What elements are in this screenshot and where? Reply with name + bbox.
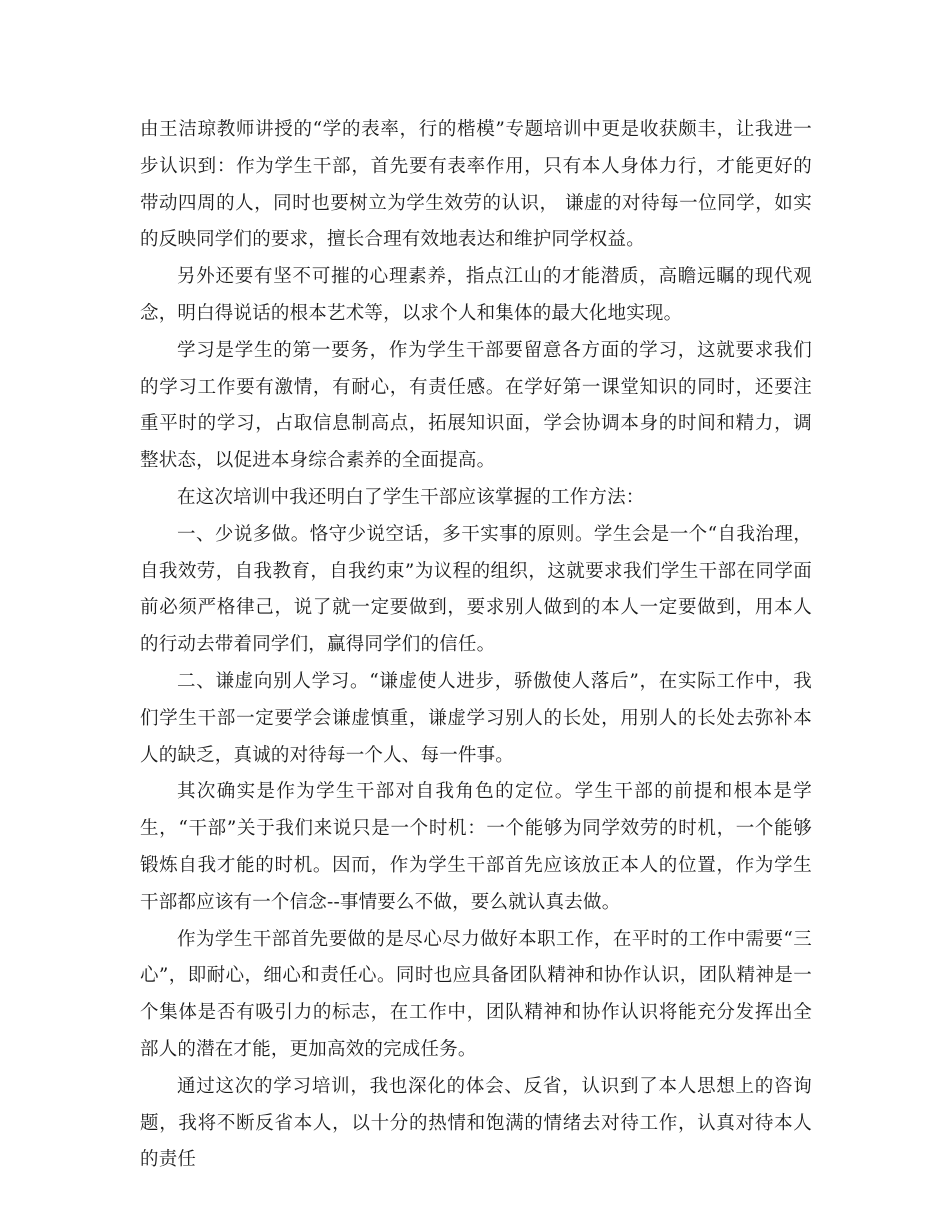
paragraph-4: 在这次培训中我还明白了学生干部应该掌握的工作方法： (177, 486, 645, 508)
paragraph-5: 一、少说多做。恪守少说空话，多干实事的原则。学生会是一个“自我治理，自我效劳，自我教育，自我约束”为议程的组织，这就要求我们学生干部在同学面前必须严格律己，说了就一定要做到，要求别人做到的本人一定要做到，用本人的行动去带着同学们，赢得同学们的信任。 (140, 523, 812, 656)
document-page (140, 112, 812, 1179)
paragraph-7: 其次确实是作为学生干部对自我角色的定位。学生干部的前提和根本是学生，“干部”关于我们来说只是一个时机：一个能够为同学效劳的时机，一个能够锻炼自我才能的时机。因而，作为学生干部首先应该放正本人的位置，作为学生干部都应该有一个信念--事情要么不做，要么就认真去做。 (140, 781, 812, 913)
paragraph-8: 作为学生干部首先要做的是尽心尽力做好本职工作，在平时的工作中需要“三心”，即耐心，细心和责任心。同时也应具备团队精神和协作认识，团队精神是一个集体是否有吸引力的标志，在工作中，团队精神和协作认识将能充分发挥出全部人的潜在才能，更加高效的完成任务。 (140, 928, 812, 1060)
paragraph-2: 另外还要有坚不可摧的心理素养，指点江山的才能潜质，高瞻远瞩的现代观念，明白得说话的根本艺术等，以求个人和集体的最大化地实现。 (140, 266, 812, 324)
paragraph-9: 通过这次的学习培训，我也深化的体会、反省，认识到了本人思想上的咨询题，我将不断反省本人，以十分的热情和饱满的情绪去对待工作，认真对待本人的责任 (140, 1075, 812, 1171)
paragraph-1: 由王洁琼教师讲授的“学的表率，行的楷模”专题培训中更是收获颇丰，让我进一步认识到：作为学生干部，首先要有表率作用，只有本人身体力行，才能更好的带动四周的人，同时也要树立为学生效劳的认识， 谦虚的对待每一位同学，如实的反映同学们的要求，擅长合理有效地表达和维护同学权益。 (140, 119, 812, 251)
paragraph-6: 二、谦虚向别人学习。“谦虚使人进步，骄傲使人落后”，在实际工作中，我们学生干部一定要学会谦虚慎重，谦虚学习别人的长处，用别人的长处去弥补本人的缺乏，真诚的对待每一个人、每一件事。 (140, 670, 812, 766)
paragraph-3: 学习是学生的第一要务，作为学生干部要留意各方面的学习，这就要求我们的学习工作要有激情，有耐心，有责任感。在学好第一课堂知识的同时，还要注重平时的学习，占取信息制高点，拓展知识面，学会协调本身的时间和精力，调整状态，以促进本身综合素养的全面提高。 (140, 339, 812, 472)
